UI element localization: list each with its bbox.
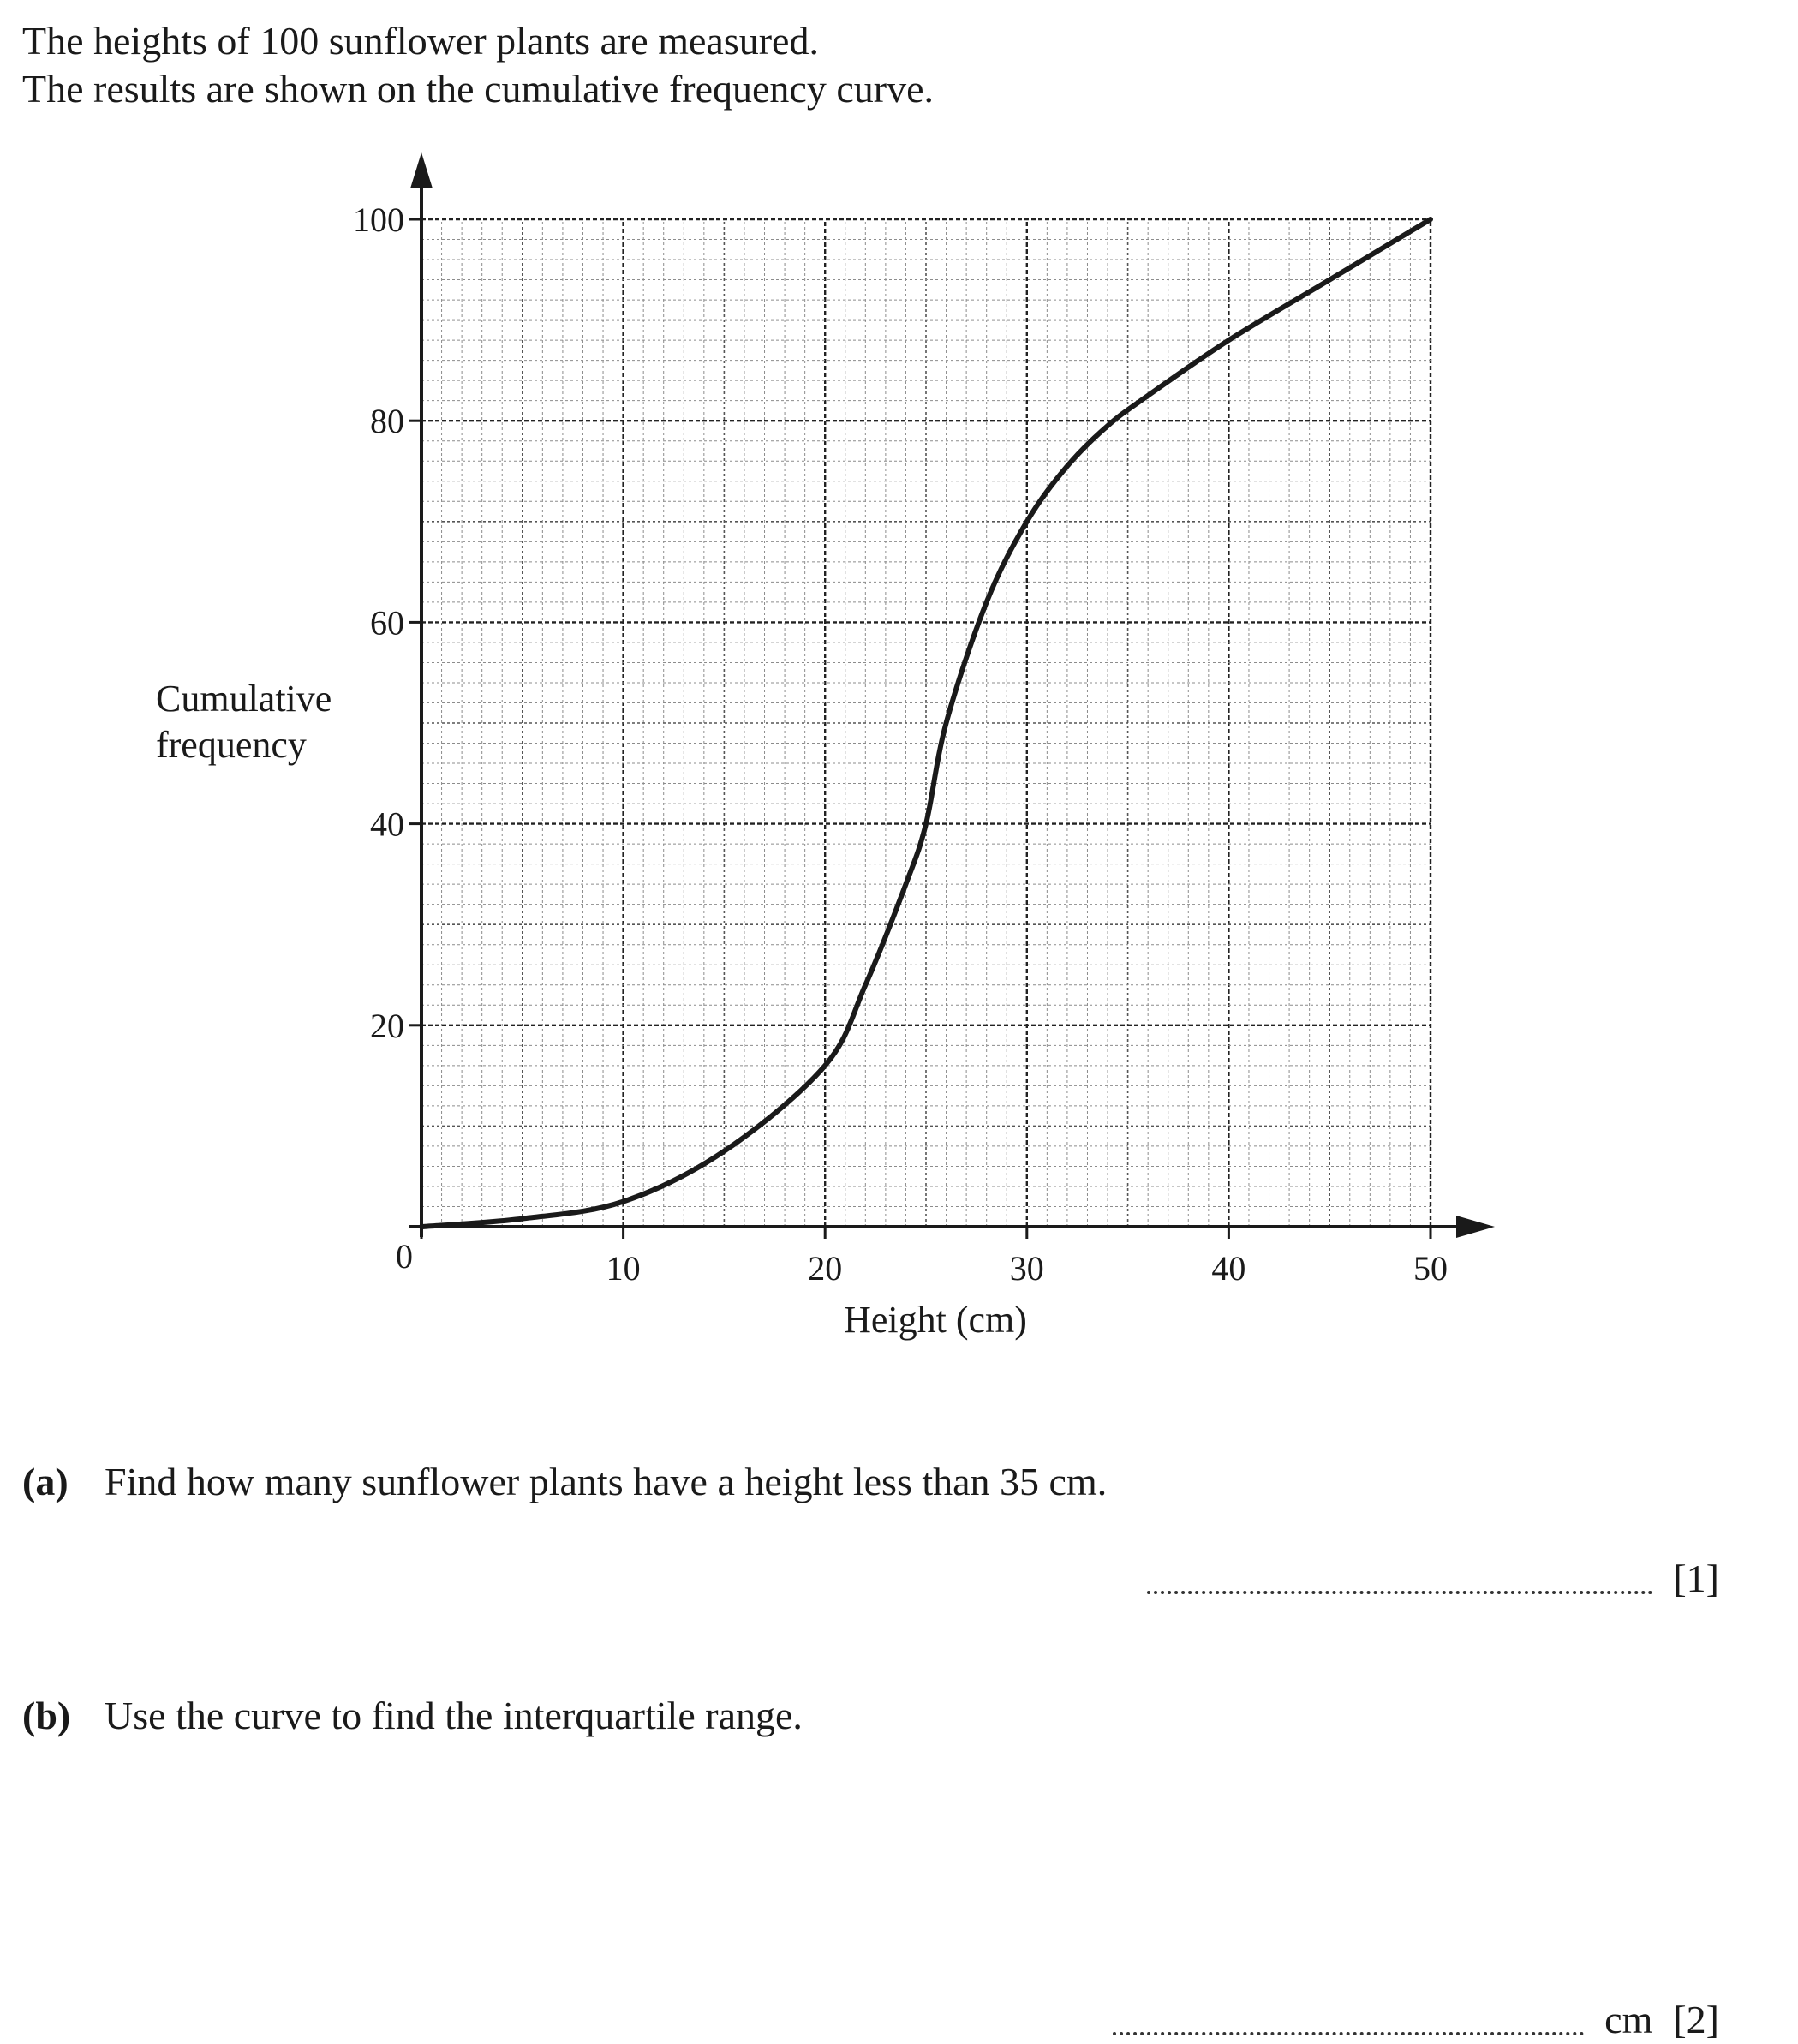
question-a-text: Find how many sunflower plants have a height less than 35 cm. <box>105 1460 1108 1503</box>
x-axis-arrow <box>1456 1216 1495 1238</box>
question-b <box>22 1692 803 1740</box>
y-tick-label: 40 <box>370 804 404 844</box>
y-tick-label: 80 <box>370 402 404 441</box>
x-tick-label: 20 <box>808 1249 843 1288</box>
chart-grid <box>421 219 1431 1227</box>
question-b-letter: (b) <box>22 1694 71 1737</box>
answer-a-field[interactable] <box>1147 1582 1652 1594</box>
x-tick-label: 30 <box>1009 1249 1044 1288</box>
question-b-text: Use the curve to find the interquartile range. <box>105 1694 803 1737</box>
x-tick-label: 10 <box>606 1249 641 1288</box>
x-tick-label: 50 <box>1413 1249 1448 1288</box>
y-tick-label: 100 <box>353 200 404 239</box>
question-b-unit: cm <box>1604 1998 1653 2041</box>
answer-line-b <box>1113 1996 1719 2044</box>
question-b-marks: [2] <box>1673 1998 1719 2041</box>
answer-line-a <box>1147 1555 1719 1603</box>
question-a-letter: (a) <box>22 1460 69 1503</box>
answer-b-field[interactable] <box>1113 2023 1584 2035</box>
y-tick-label: 20 <box>370 1006 404 1045</box>
y-axis-label-line-2: frequency <box>156 724 307 766</box>
y-tick-label: 60 <box>370 603 404 642</box>
y-axis-label-line-1: Cumulative <box>156 678 332 720</box>
intro-line-1: The heights of 100 sunflower plants are measured. <box>22 19 819 63</box>
x-tick-label: 40 <box>1211 1249 1246 1288</box>
question-a-marks: [1] <box>1673 1557 1719 1600</box>
y-axis-arrow <box>410 152 433 188</box>
origin-label: 0 <box>396 1237 413 1276</box>
chart-labels <box>156 200 1448 1341</box>
question-a <box>22 1458 1107 1506</box>
x-axis-label: Height (cm) <box>844 1299 1027 1341</box>
intro-line-2: The results are shown on the cumulative frequency curve. <box>22 67 934 111</box>
